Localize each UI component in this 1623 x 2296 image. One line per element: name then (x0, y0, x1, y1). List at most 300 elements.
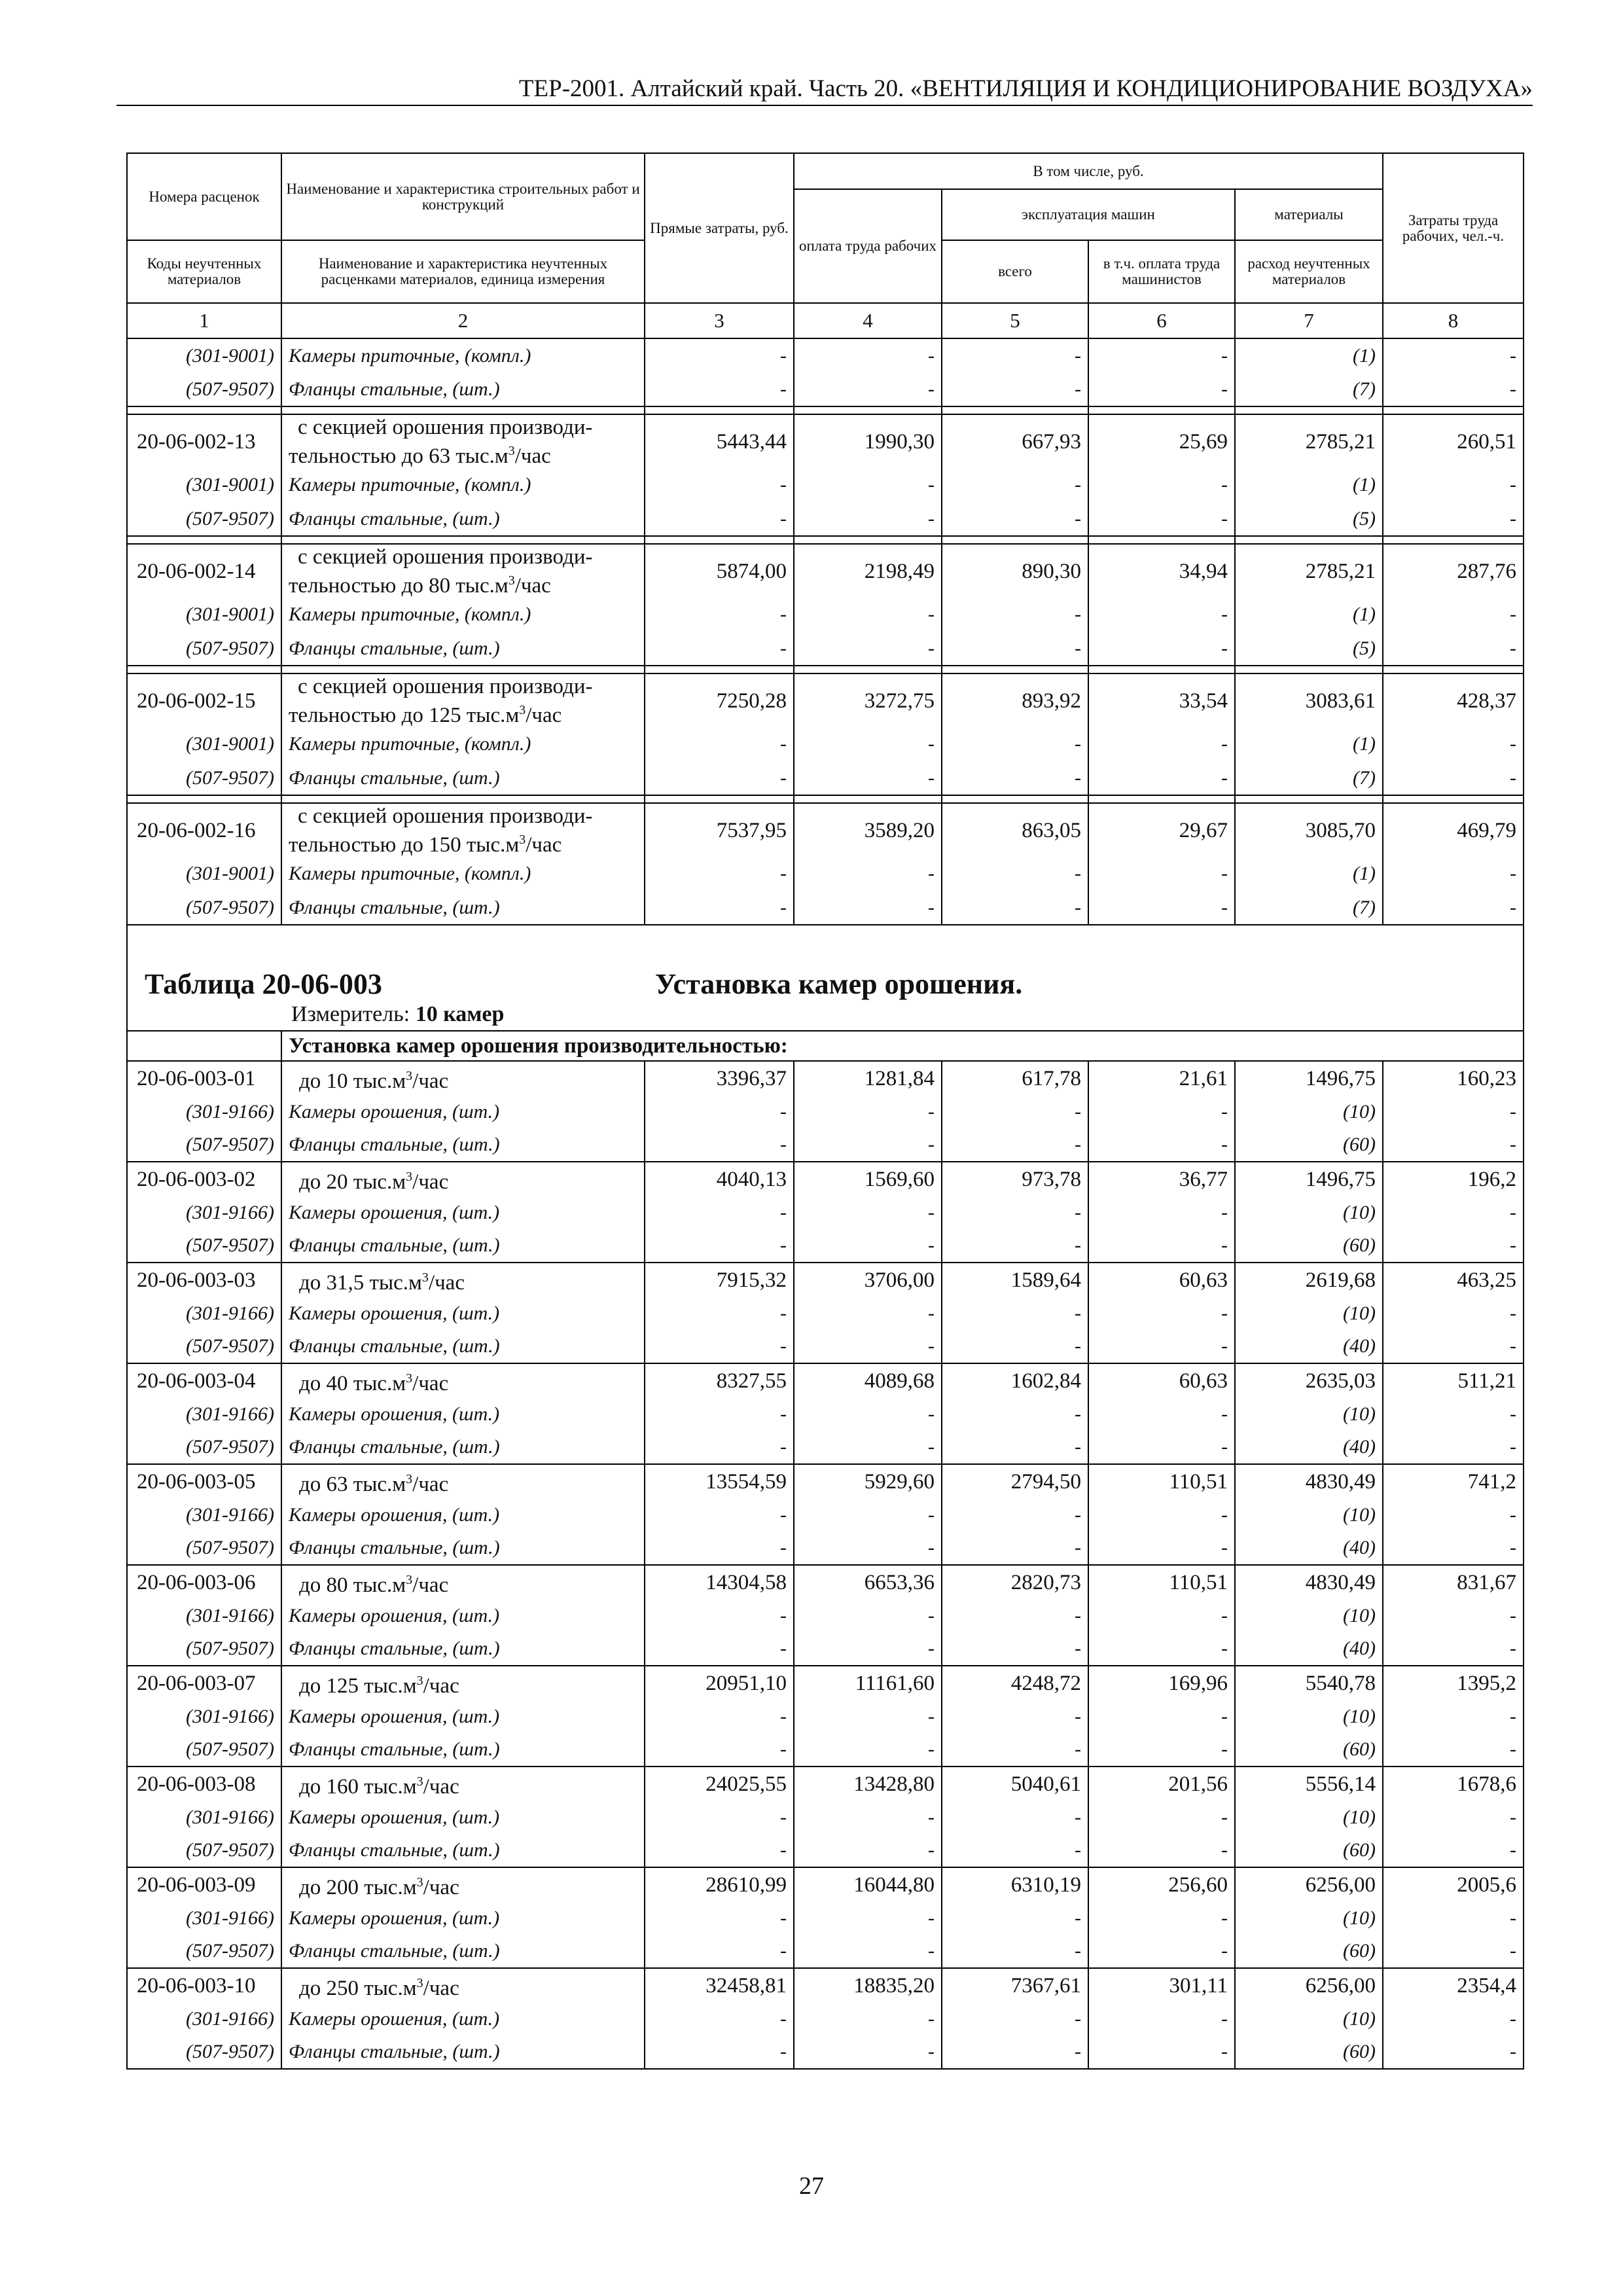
meter-label: Измеритель: (291, 1002, 410, 1026)
material-name: Камеры орошения, (шт.) (281, 1498, 645, 1532)
material-code: (507-9507) (127, 1330, 281, 1363)
rate-name-unit: /час (412, 1472, 449, 1496)
labor-pay-cell: 18835,20 (794, 1968, 942, 2002)
separator-cell (942, 406, 1088, 414)
separator-cell (645, 406, 794, 414)
header-col5: всего (942, 240, 1088, 303)
rate-name (281, 1867, 645, 1901)
material-row (127, 761, 1524, 795)
header-col2-top: Наименование и характеристика строительных работ и конструкций (281, 153, 645, 240)
materials-cell: (10) (1235, 1498, 1383, 1532)
rate-name-text: до 40 тыс.м (299, 1371, 406, 1395)
material-name: Фланцы стальные, (шт.) (281, 2036, 645, 2069)
machinist-pay-cell: 60,63 (1088, 1363, 1235, 1397)
rate-code: 20-06-003-04 (127, 1363, 281, 1397)
labor-pay-cell: 13428,80 (794, 1767, 942, 1801)
direct-cost-cell: - (645, 372, 794, 406)
rate-name-unit: /час (428, 1270, 465, 1295)
material-name: Фланцы стальные, (шт.) (281, 372, 645, 406)
materials-cell: (10) (1235, 2002, 1383, 2036)
rate-name-text: тельностью до 63 тыс.м (289, 444, 508, 468)
column-number: 4 (794, 303, 942, 338)
rate-name (281, 1162, 645, 1196)
material-name: Камеры приточные, (компл.) (281, 857, 645, 891)
material-name: Фланцы стальные, (шт.) (281, 1229, 645, 1263)
rate-code: 20-06-002-16 (127, 803, 281, 857)
materials-cell: (1) (1235, 338, 1383, 372)
machines-total-cell: - (942, 1128, 1088, 1162)
material-name: Фланцы стальные, (шт.) (281, 1935, 645, 1968)
superscript: 3 (406, 1068, 413, 1083)
rate-name-unit: /час (412, 1069, 449, 1093)
material-name: Фланцы стальные, (шт.) (281, 632, 645, 666)
labor-pay-cell: 1569,60 (794, 1162, 942, 1196)
rate-code: 20-06-003-10 (127, 1968, 281, 2002)
header-materials: материалы (1235, 189, 1383, 240)
separator-cell (645, 795, 794, 803)
direct-cost-cell: 5443,44 (645, 414, 794, 468)
rate-code: 20-06-003-03 (127, 1263, 281, 1297)
machinist-pay-cell: - (1088, 1935, 1235, 1968)
labor-pay-cell: - (794, 1834, 942, 1867)
labor-hours-cell: 2354,4 (1383, 1968, 1524, 2002)
labor-pay-cell: - (794, 1397, 942, 1431)
materials-cell: (60) (1235, 1834, 1383, 1867)
direct-cost-cell: - (645, 1901, 794, 1935)
meter-line (145, 1001, 1523, 1028)
labor-pay-cell: 3706,00 (794, 1263, 942, 1297)
labor-hours-cell: 287,76 (1383, 544, 1524, 598)
labor-pay-cell: 1990,30 (794, 414, 942, 468)
direct-cost-cell: - (645, 761, 794, 795)
machines-total-cell: 973,78 (942, 1162, 1088, 1196)
material-row (127, 1700, 1524, 1733)
labor-hours-cell: 428,37 (1383, 673, 1524, 727)
labor-hours-cell: - (1383, 1901, 1524, 1935)
machines-total-cell: 2820,73 (942, 1565, 1088, 1599)
machinist-pay-cell: - (1088, 1632, 1235, 1666)
materials-cell: 3083,61 (1235, 673, 1383, 727)
direct-cost-cell: - (645, 2002, 794, 2036)
direct-cost-cell: - (645, 1834, 794, 1867)
material-row (127, 1599, 1524, 1632)
material-row (127, 2036, 1524, 2069)
labor-hours-cell: - (1383, 1599, 1524, 1632)
machinist-pay-cell: - (1088, 632, 1235, 666)
direct-cost-cell: 13554,59 (645, 1464, 794, 1498)
labor-hours-cell: - (1383, 1801, 1524, 1834)
labor-pay-cell: - (794, 2002, 942, 2036)
direct-cost-cell: - (645, 1935, 794, 1968)
rate-row (127, 1968, 1524, 2002)
superscript: 3 (416, 1874, 423, 1890)
labor-pay-cell: 2198,49 (794, 544, 942, 598)
material-name: Камеры орошения, (шт.) (281, 1095, 645, 1128)
material-code: (507-9507) (127, 1532, 281, 1565)
material-code: (507-9507) (127, 1431, 281, 1464)
machinist-pay-cell: - (1088, 1532, 1235, 1565)
machines-total-cell: 893,92 (942, 673, 1088, 727)
labor-pay-cell: 3272,75 (794, 673, 942, 727)
separator-cell (127, 536, 281, 544)
separator-cell (1383, 536, 1524, 544)
price-table (126, 152, 1524, 2070)
machines-total-cell: - (942, 338, 1088, 372)
machinist-pay-cell: 33,54 (1088, 673, 1235, 727)
rate-code: 20-06-002-14 (127, 544, 281, 598)
material-code: (301-9166) (127, 1498, 281, 1532)
labor-pay-cell: - (794, 1128, 942, 1162)
machinist-pay-cell: - (1088, 1297, 1235, 1330)
material-name: Камеры орошения, (шт.) (281, 2002, 645, 2036)
materials-cell: (60) (1235, 2036, 1383, 2069)
separator-cell (1235, 536, 1383, 544)
materials-cell: (1) (1235, 727, 1383, 761)
direct-cost-cell: - (645, 1801, 794, 1834)
superscript: 3 (519, 702, 526, 717)
labor-pay-cell: - (794, 1330, 942, 1363)
labor-hours-cell: 260,51 (1383, 414, 1524, 468)
separator-cell (1383, 795, 1524, 803)
materials-cell: (7) (1235, 891, 1383, 925)
machines-total-cell: 617,78 (942, 1061, 1088, 1095)
superscript: 3 (508, 443, 515, 458)
separator-cell (942, 795, 1088, 803)
machinist-pay-cell: - (1088, 1431, 1235, 1464)
machinist-pay-cell: - (1088, 1700, 1235, 1733)
labor-pay-cell: - (794, 1935, 942, 1968)
labor-hours-cell: 511,21 (1383, 1363, 1524, 1397)
direct-cost-cell: - (645, 502, 794, 536)
labor-hours-cell: - (1383, 632, 1524, 666)
material-row (127, 372, 1524, 406)
header-col1-bottom: Коды неучтенных материалов (127, 240, 281, 303)
material-name: Фланцы стальные, (шт.) (281, 1431, 645, 1464)
direct-cost-cell: - (645, 2036, 794, 2069)
separator-cell (794, 536, 942, 544)
labor-hours-cell: - (1383, 1498, 1524, 1532)
rate-code: 20-06-003-02 (127, 1162, 281, 1196)
material-row (127, 632, 1524, 666)
machines-total-cell: 5040,61 (942, 1767, 1088, 1801)
material-code: (301-9166) (127, 1095, 281, 1128)
rate-name-line1: с секцией орошения производи- (298, 674, 593, 698)
material-row (127, 1498, 1524, 1532)
page-number: 27 (799, 2172, 824, 2200)
table-caption-row (127, 925, 1524, 1031)
machines-total-cell: - (942, 468, 1088, 502)
material-row (127, 857, 1524, 891)
labor-pay-cell: - (794, 1700, 942, 1733)
machinist-pay-cell: - (1088, 1095, 1235, 1128)
materials-cell: (60) (1235, 1935, 1383, 1968)
running-head: ТЕР-2001. Алтайский край. Часть 20. «ВЕНТИЛЯЦИЯ И КОНДИЦИОНИРОВАНИЕ ВОЗДУХА» (518, 75, 1533, 102)
rate-name-text: до 250 тыс.м (299, 1976, 417, 2000)
machines-total-cell: - (942, 502, 1088, 536)
labor-pay-cell: - (794, 2036, 942, 2069)
materials-cell: (60) (1235, 1229, 1383, 1263)
superscript: 3 (421, 1270, 429, 1285)
labor-hours-cell: - (1383, 1700, 1524, 1733)
material-code: (301-9001) (127, 727, 281, 761)
material-code: (507-9507) (127, 761, 281, 795)
separator-cell (1088, 795, 1235, 803)
labor-hours-cell: - (1383, 761, 1524, 795)
materials-cell: (1) (1235, 857, 1383, 891)
machines-total-cell: 4248,72 (942, 1666, 1088, 1700)
materials-cell: (10) (1235, 1599, 1383, 1632)
labor-pay-cell: 1281,84 (794, 1061, 942, 1095)
superscript: 3 (416, 1673, 423, 1688)
rate-code: 20-06-003-07 (127, 1666, 281, 1700)
materials-cell: (7) (1235, 761, 1383, 795)
material-code: (301-9001) (127, 598, 281, 632)
labor-pay-cell: 6653,36 (794, 1565, 942, 1599)
material-row (127, 1431, 1524, 1464)
column-number: 5 (942, 303, 1088, 338)
machines-total-cell: - (942, 2036, 1088, 2069)
machines-total-cell: - (942, 632, 1088, 666)
rate-row (127, 1464, 1524, 1498)
labor-hours-cell: - (1383, 1196, 1524, 1229)
material-code: (301-9001) (127, 338, 281, 372)
material-name: Фланцы стальные, (шт.) (281, 891, 645, 925)
materials-cell: 4830,49 (1235, 1565, 1383, 1599)
materials-cell: (5) (1235, 632, 1383, 666)
column-number: 7 (1235, 303, 1383, 338)
labor-hours-cell: - (1383, 1733, 1524, 1767)
machines-total-cell: - (942, 1532, 1088, 1565)
labor-pay-cell: 5929,60 (794, 1464, 942, 1498)
rate-name-unit: /час (514, 573, 551, 598)
labor-hours-cell: - (1383, 1229, 1524, 1263)
machinist-pay-cell: - (1088, 372, 1235, 406)
direct-cost-cell: 24025,55 (645, 1767, 794, 1801)
separator-cell (281, 536, 645, 544)
separator-cell (645, 536, 794, 544)
superscript: 3 (416, 1975, 423, 1990)
rate-name-line2 (289, 439, 637, 468)
materials-cell: 2635,03 (1235, 1363, 1383, 1397)
direct-cost-cell: 3396,37 (645, 1061, 794, 1095)
separator-cell (1235, 666, 1383, 673)
machines-total-cell: - (942, 1733, 1088, 1767)
material-row (127, 502, 1524, 536)
labor-pay-cell: 11161,60 (794, 1666, 942, 1700)
rate-row (127, 544, 1524, 598)
material-row (127, 338, 1524, 372)
direct-cost-cell: 14304,58 (645, 1565, 794, 1599)
superscript: 3 (406, 1471, 413, 1486)
direct-cost-cell: - (645, 1095, 794, 1128)
material-code: (507-9507) (127, 372, 281, 406)
separator-row (127, 536, 1524, 544)
material-name: Фланцы стальные, (шт.) (281, 502, 645, 536)
machines-total-cell: 1602,84 (942, 1363, 1088, 1397)
rate-name-unit: /час (412, 1371, 449, 1395)
rate-name (281, 544, 645, 598)
labor-hours-cell: - (1383, 891, 1524, 925)
labor-pay-cell: - (794, 1599, 942, 1632)
materials-cell: 2785,21 (1235, 544, 1383, 598)
material-code: (301-9166) (127, 1901, 281, 1935)
rate-name (281, 1061, 645, 1095)
machines-total-cell: 1589,64 (942, 1263, 1088, 1297)
material-name: Камеры орошения, (шт.) (281, 1901, 645, 1935)
rate-row (127, 1565, 1524, 1599)
direct-cost-cell: - (645, 1632, 794, 1666)
header-col3: Прямые затраты, руб. (645, 153, 794, 303)
material-code: (507-9507) (127, 891, 281, 925)
materials-cell: 6256,00 (1235, 1968, 1383, 2002)
materials-cell: (60) (1235, 1128, 1383, 1162)
machines-total-cell: - (942, 1330, 1088, 1363)
machines-total-cell: - (942, 891, 1088, 925)
direct-cost-cell: - (645, 1431, 794, 1464)
materials-cell: (40) (1235, 1431, 1383, 1464)
material-row (127, 1532, 1524, 1565)
rate-name (281, 1263, 645, 1297)
rate-name-text: до 10 тыс.м (299, 1069, 406, 1093)
labor-pay-cell: - (794, 1297, 942, 1330)
superscript: 3 (508, 573, 515, 588)
machines-total-cell: 863,05 (942, 803, 1088, 857)
materials-cell: 4830,49 (1235, 1464, 1383, 1498)
material-row (127, 1128, 1524, 1162)
materials-cell: 2619,68 (1235, 1263, 1383, 1297)
machinist-pay-cell: - (1088, 1229, 1235, 1263)
separator-cell (1383, 666, 1524, 673)
machinist-pay-cell: - (1088, 1498, 1235, 1532)
materials-cell: 1496,75 (1235, 1162, 1383, 1196)
separator-cell (942, 536, 1088, 544)
materials-cell: 6256,00 (1235, 1867, 1383, 1901)
labor-hours-cell: - (1383, 338, 1524, 372)
labor-pay-cell: - (794, 1801, 942, 1834)
labor-hours-cell: - (1383, 1330, 1524, 1363)
machinist-pay-cell: 60,63 (1088, 1263, 1235, 1297)
rate-row (127, 1162, 1524, 1196)
material-row (127, 1196, 1524, 1229)
separator-cell (794, 406, 942, 414)
machinist-pay-cell: - (1088, 891, 1235, 925)
direct-cost-cell: - (645, 857, 794, 891)
material-code: (301-9166) (127, 1397, 281, 1431)
material-row (127, 2002, 1524, 2036)
machinist-pay-cell: 29,67 (1088, 803, 1235, 857)
material-code: (301-9166) (127, 1297, 281, 1330)
direct-cost-cell: 4040,13 (645, 1162, 794, 1196)
labor-hours-cell: 160,23 (1383, 1061, 1524, 1095)
rate-name-text: до 200 тыс.м (299, 1875, 417, 1899)
labor-pay-cell: - (794, 1498, 942, 1532)
meter-value: 10 камер (415, 1002, 505, 1026)
machines-total-cell: - (942, 2002, 1088, 2036)
material-row (127, 1229, 1524, 1263)
rate-name-text: тельностью до 125 тыс.м (289, 703, 520, 727)
superscript: 3 (406, 1371, 413, 1386)
direct-cost-cell: 8327,55 (645, 1363, 794, 1397)
rate-name-unit: /час (412, 1170, 449, 1194)
rate-row (127, 803, 1524, 857)
labor-hours-cell: - (1383, 1935, 1524, 1968)
labor-hours-cell: - (1383, 1532, 1524, 1565)
machinist-pay-cell: - (1088, 857, 1235, 891)
rate-code: 20-06-002-15 (127, 673, 281, 727)
material-code: (301-9001) (127, 857, 281, 891)
rate-name (281, 803, 645, 857)
machinist-pay-cell: - (1088, 1834, 1235, 1867)
rate-row (127, 1666, 1524, 1700)
machinist-pay-cell: 201,56 (1088, 1767, 1235, 1801)
direct-cost-cell: 32458,81 (645, 1968, 794, 2002)
labor-hours-cell: - (1383, 468, 1524, 502)
rate-name-unit: /час (423, 1674, 459, 1698)
machines-total-cell: - (942, 1397, 1088, 1431)
material-name: Фланцы стальные, (шт.) (281, 1733, 645, 1767)
machinist-pay-cell: 256,60 (1088, 1867, 1235, 1901)
material-name: Камеры приточные, (компл.) (281, 338, 645, 372)
column-number: 3 (645, 303, 794, 338)
machines-total-cell: - (942, 1801, 1088, 1834)
rate-name-text: тельностью до 150 тыс.м (289, 833, 520, 857)
material-row (127, 1801, 1524, 1834)
material-row (127, 1297, 1524, 1330)
machinist-pay-cell: 36,77 (1088, 1162, 1235, 1196)
materials-cell: (7) (1235, 372, 1383, 406)
material-row (127, 1733, 1524, 1767)
separator-cell (281, 666, 645, 673)
material-name: Камеры орошения, (шт.) (281, 1801, 645, 1834)
superscript: 3 (416, 1774, 423, 1789)
labor-hours-cell: - (1383, 1834, 1524, 1867)
separator-cell (281, 406, 645, 414)
material-name: Камеры приточные, (компл.) (281, 598, 645, 632)
rate-name-line1: с секцией орошения производи- (298, 545, 593, 569)
labor-hours-cell: - (1383, 1297, 1524, 1330)
rate-name (281, 414, 645, 468)
labor-pay-cell: - (794, 891, 942, 925)
materials-cell: (40) (1235, 1330, 1383, 1363)
direct-cost-cell: - (645, 1229, 794, 1263)
separator-cell (281, 795, 645, 803)
direct-cost-cell: 5874,00 (645, 544, 794, 598)
labor-hours-cell: 831,67 (1383, 1565, 1524, 1599)
labor-pay-cell: - (794, 761, 942, 795)
materials-cell: 2785,21 (1235, 414, 1383, 468)
labor-hours-cell: 1395,2 (1383, 1666, 1524, 1700)
rate-name-text: до 160 тыс.м (299, 1774, 417, 1799)
material-name: Фланцы стальные, (шт.) (281, 1330, 645, 1363)
machinist-pay-cell: - (1088, 727, 1235, 761)
direct-cost-cell: - (645, 1330, 794, 1363)
separator-cell (1088, 666, 1235, 673)
material-row (127, 1397, 1524, 1431)
materials-cell: (10) (1235, 1196, 1383, 1229)
rate-name-unit: /час (514, 444, 551, 468)
rate-name-line2 (289, 828, 637, 857)
rate-code: 20-06-003-08 (127, 1767, 281, 1801)
rate-row (127, 673, 1524, 727)
separator-cell (794, 795, 942, 803)
material-name: Фланцы стальные, (шт.) (281, 761, 645, 795)
machinist-pay-cell: - (1088, 1599, 1235, 1632)
rate-name-text: до 125 тыс.м (299, 1674, 417, 1698)
materials-cell: 3085,70 (1235, 803, 1383, 857)
machines-total-cell: - (942, 1431, 1088, 1464)
direct-cost-cell: - (645, 1700, 794, 1733)
material-name: Камеры орошения, (шт.) (281, 1297, 645, 1330)
